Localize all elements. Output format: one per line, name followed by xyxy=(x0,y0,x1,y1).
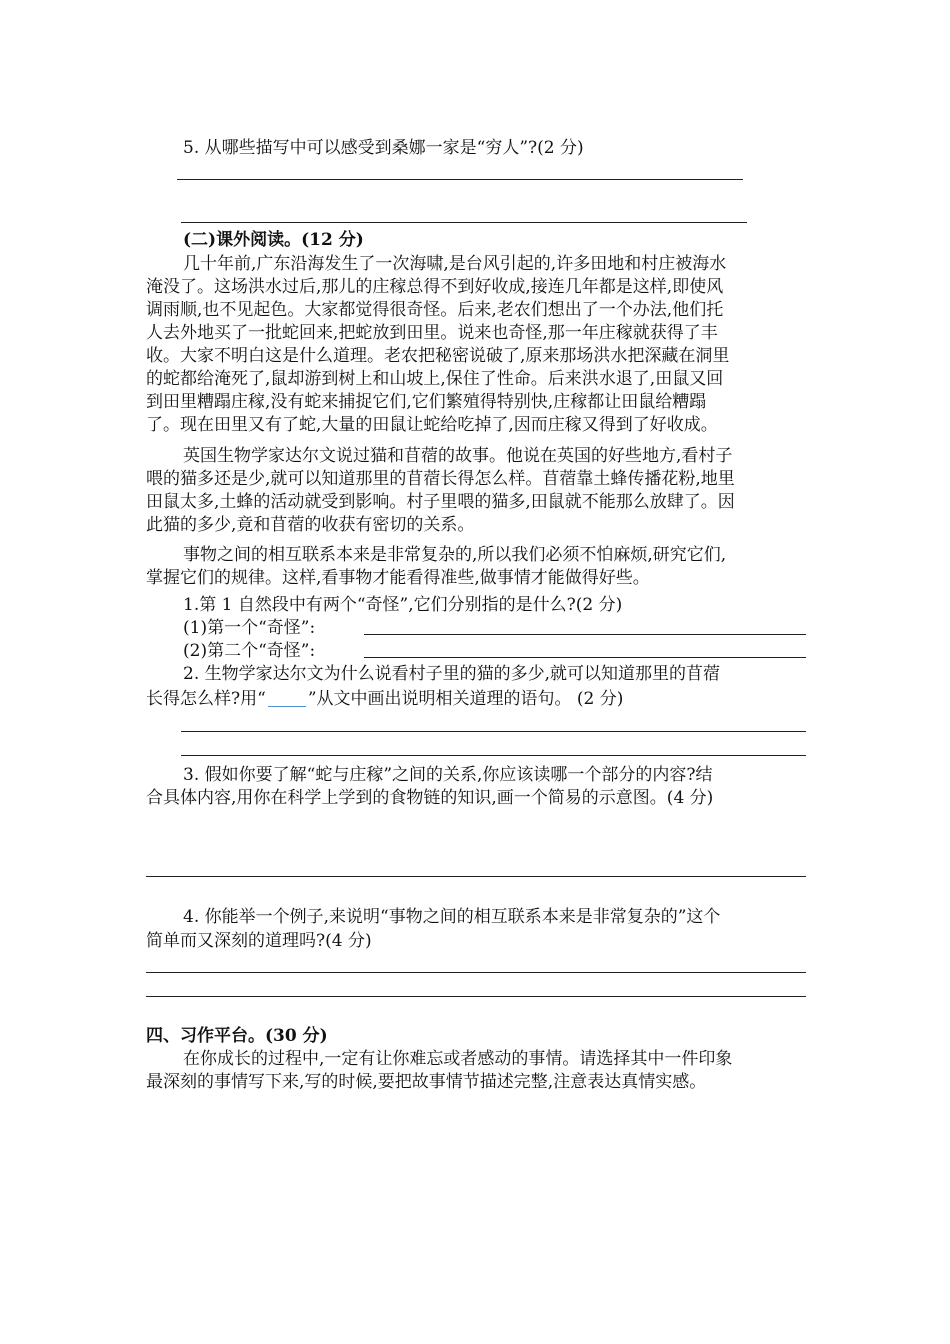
q5-text: 5. 从哪些描写中可以感受到桑娜一家是“穷人”?(2 分) xyxy=(183,138,584,158)
passage-line: 田鼠太多,土蜂的活动就受到影响。村子里喂的猫多,田鼠就不能那么放肆了。因 xyxy=(146,492,735,512)
q2-answer-line-1[interactable] xyxy=(181,731,806,732)
q4-text-line-1: 4. 你能举一个例子,来说明“事物之间的相互联系本来是非常复杂的”这个 xyxy=(183,907,721,927)
section4-line-1: 在你成长的过程中,一定有让你难忘或者感动的事情。请选择其中一件印象 xyxy=(183,1049,733,1069)
passage-line: 事物之间的相互联系本来是非常复杂的,所以我们必须不怕麻烦,研究它们, xyxy=(183,545,727,565)
q4-answer-line-1[interactable] xyxy=(146,972,806,973)
passage-line: 此猫的多少,竟和苜蓿的收获有密切的关系。 xyxy=(146,515,475,535)
passage-line: 喂的猫多还是少,就可以知道那里的苜蓿长得怎么样。苜蓿靠土蜂传播花粉,地里 xyxy=(146,469,735,489)
q4-text-line-2: 简单而又深刻的道理吗?(4 分) xyxy=(146,931,372,951)
q1-answer-label-1: (1)第一个“奇怪”: xyxy=(183,618,316,638)
section2-heading: (二)课外阅读。(12 分) xyxy=(183,230,364,250)
q5-answer-line-2[interactable] xyxy=(181,222,747,223)
q2-text-post: ”从文中画出说明相关道理的语句。 (2 分) xyxy=(307,689,624,709)
passage-line: 几十年前,广东沿海发生了一次海啸,是台风引起的,许多田地和村庄被海水 xyxy=(183,254,727,274)
passage-line: 了。现在田里又有了蛇,大量的田鼠让蛇给吃掉了,因而庄稼又得到了好收成。 xyxy=(146,415,718,435)
q3-text-line-2: 合具体内容,用你在科学上学到的食物链的知识,画一个简易的示意图。(4 分) xyxy=(146,788,714,808)
q2-answer-line-2[interactable] xyxy=(181,755,806,756)
passage-line: 英国生物学家达尔文说过猫和苜蓿的故事。他说在英国的好些地方,看村子 xyxy=(183,446,733,466)
q3-answer-line[interactable] xyxy=(146,876,806,877)
q4-answer-line-2[interactable] xyxy=(146,996,806,997)
passage-line: 收。大家不明白这是什么道理。老农把秘密说破了,原来那场洪水把深藏在洞里 xyxy=(146,346,730,366)
q5-answer-line-1[interactable] xyxy=(177,179,743,180)
passage-line: 淹没了。这场洪水过后,那儿的庄稼总得不到好收成,接连几年都是这样,即使风 xyxy=(146,277,724,297)
q1-text: 1.第 1 自然段中有两个“奇怪”,它们分别指的是什么?(2 分) xyxy=(183,595,623,615)
q1-answer-label-2: (2)第二个“奇怪”: xyxy=(183,641,316,661)
section4-heading: 四、习作平台。(30 分) xyxy=(146,1026,328,1046)
q1-answer-line-2[interactable] xyxy=(364,657,806,658)
passage-line: 调雨顺,也不见起色。大家都觉得很奇怪。后来,老农们想出了一个办法,他们托 xyxy=(146,300,724,320)
q2-text-pre: 长得怎么样?用“ xyxy=(146,689,266,709)
passage-line: 的蛇都给淹死了,鼠却游到树上和山坡上,保住了性命。后来洪水退了,田鼠又回 xyxy=(146,369,724,389)
passage-line: 掌握它们的规律。这样,看事物才能看得准些,做事情才能做得好些。 xyxy=(146,568,650,588)
section4-line-2: 最深刻的事情写下来,写的时候,要把故事情节描述完整,注意表达真情实感。 xyxy=(146,1072,707,1092)
passage-line: 人去外地买了一批蛇回来,把蛇放到田里。说来也奇怪,那一年庄稼就获得了丰 xyxy=(146,323,718,343)
underline-marker-blank xyxy=(268,688,306,707)
q2-text-line-1: 2. 生物学家达尔文为什么说看村子里的猫的多少,就可以知道那里的苜蓿 xyxy=(183,664,721,684)
q1-answer-line-1[interactable] xyxy=(364,634,806,635)
q2-text-line-2 xyxy=(146,688,623,710)
q3-text-line-1: 3. 假如你要了解“蛇与庄稼”之间的关系,你应该读哪一个部分的内容?结 xyxy=(183,765,713,785)
passage-line: 到田里糟蹋庄稼,没有蛇来捕捉它们,它们繁殖得特别快,庄稼都让田鼠给糟蹋 xyxy=(146,392,707,412)
